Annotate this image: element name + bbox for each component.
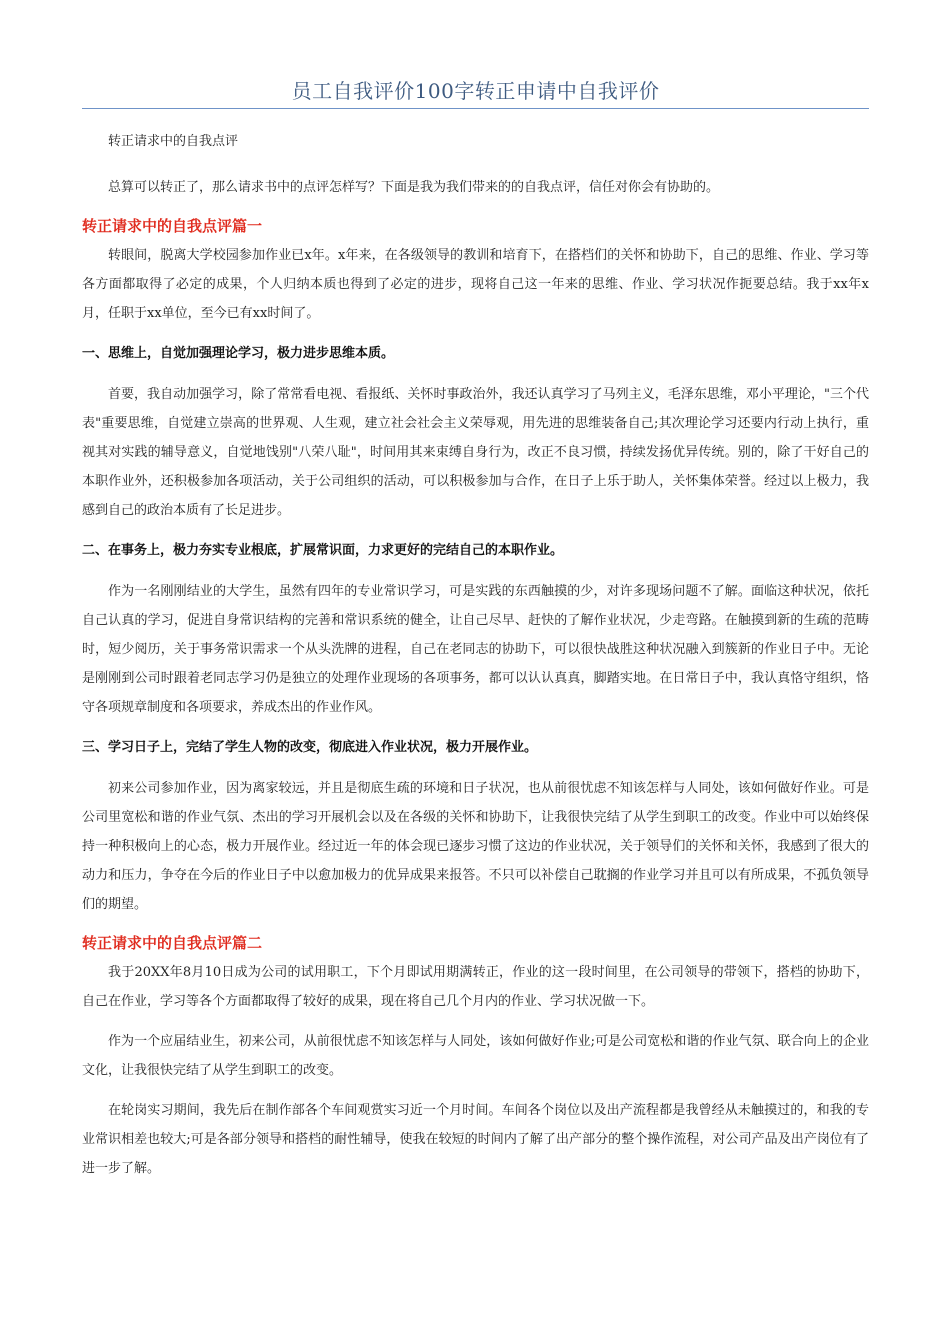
section1-subheading-3: 三、学习日子上，完结了学生人物的改变，彻底进入作业状况，极力开展作业。 [82,740,538,755]
section1-subheading-1: 一、思维上，自觉加强理论学习，极力进步思维本质。 [82,346,395,361]
document-title: 员工自我评价100字转正申请中自我评价 [82,76,869,109]
section1-paragraph-4: 初来公司参加作业，因为离家较远，并且是彻底生疏的环境和日子状况，也从前很忧虑不知该怎样与人同处，该如何做好作业。可是公司里宽松和谐的作业气氛、杰出的学习开展机会以及在各级的关怀和协助下，让我很快完结了从学生到职工的改变。作业中可以始终保持一种积极向上的心态，极力开展作业。经过近一年的体会现已逐步习惯了这边的作业状况，关于领导们的关怀和关怀，我感到了很大的动力和压力，争夺在今后的作业日子中以愈加极力的优异成果来报答。不只可以补偿自己耽搁的作业学习并且可以有所成果，不孤负领导们的期望。 [82,781,869,912]
section1-paragraph-2: 首要，我自动加强学习，除了常常看电视、看报纸、关怀时事政治外，我还认真学习了马列主义，毛泽东思维，邓小平理论，"三个代表"重要思维，自觉建立崇高的世界观、人生观，建立社会社会主义荣辱观，用先进的思维装备自己;其次理论学习还要内行动上执行，重视其对实践的辅导意义，自觉地饯别"八荣八耻"，时间用其来束缚自身行为，改正不良习惯，持续发扬优异传统。别的，除了干好自己的本职作业外，还积极参加各项活动，关于公司组织的活动，可以积极参加与合作，在日子上乐于助人，关怀集体荣誉。经过以上极力，我感到自己的政治本质有了长足进步。 [82,387,869,518]
section1-paragraph-1: 转眼间，脱离大学校园参加作业已x年。x年来，在各级领导的教训和培育下，在搭档们的关怀和协助下，自己的思维、作业、学习等各方面都取得了必定的成果，个人归纳本质也得到了必定的进步，现将自己这一年来的思维、作业、学习状况作扼要总结。我于xx年x月，任职于xx单位，至今已有xx时间了。 [82,248,869,321]
section2-paragraph-3: 在轮岗实习期间，我先后在制作部各个车间观赏实习近一个月时间。车间各个岗位以及出产流程都是我曾经从未触摸过的，和我的专业常识相差也较大;可是各部分领导和搭档的耐性辅导，使我在较短的时间内了解了出产部分的整个操作流程，对公司产品及出产岗位有了进一步了解。 [82,1103,869,1176]
document-page [82,76,869,1183]
intro-line: 转正请求中的自我点评 [108,134,239,149]
section2-paragraph-1: 我于20XX年8月10日成为公司的试用职工，下个月即试用期满转正，作业的这一段时间里，在公司领导的带领下，搭档的协助下，自己在作业，学习等各个方面都取得了较好的成果，现在将自己几个月内的作业、学习状况做一下。 [82,965,869,1009]
intro-paragraph: 总算可以转正了，那么请求书中的点评怎样写？下面是我为我们带来的的自我点评，信任对你会有协助的。 [108,180,720,195]
section2-paragraph-2: 作为一个应届结业生，初来公司，从前很忧虑不知该怎样与人同处，该如何做好作业;可是公司宽松和谐的作业气氛、联合向上的企业文化，让我很快完结了从学生到职工的改变。 [82,1034,869,1078]
section1-heading: 转正请求中的自我点评篇一 [82,217,263,235]
section1-paragraph-3: 作为一名刚刚结业的大学生，虽然有四年的专业常识学习，可是实践的东西触摸的少，对许多现场问题不了解。面临这种状况，依托自己认真的学习，促进自身常识结构的完善和常识系统的健全，让自己尽早、赶快的了解作业状况，少走弯路。在触摸到新的生疏的范畴时，短少阅历，关于事务常识需求一个从头洗牌的进程，自己在老同志的协助下，可以很快战胜这种状况融入到簇新的作业日子中。无论是刚刚到公司时跟着老同志学习仍是独立的处理作业现场的各项事务，都可以认认真真，脚踏实地。在日常日子中，我认真恪守组织，恪守各项规章制度和各项要求，养成杰出的作业作风。 [82,584,869,715]
section1-subheading-2: 二、在事务上，极力夯实专业根底，扩展常识面，力求更好的完结自己的本职作业。 [82,543,564,558]
section2-heading: 转正请求中的自我点评篇二 [82,934,263,952]
